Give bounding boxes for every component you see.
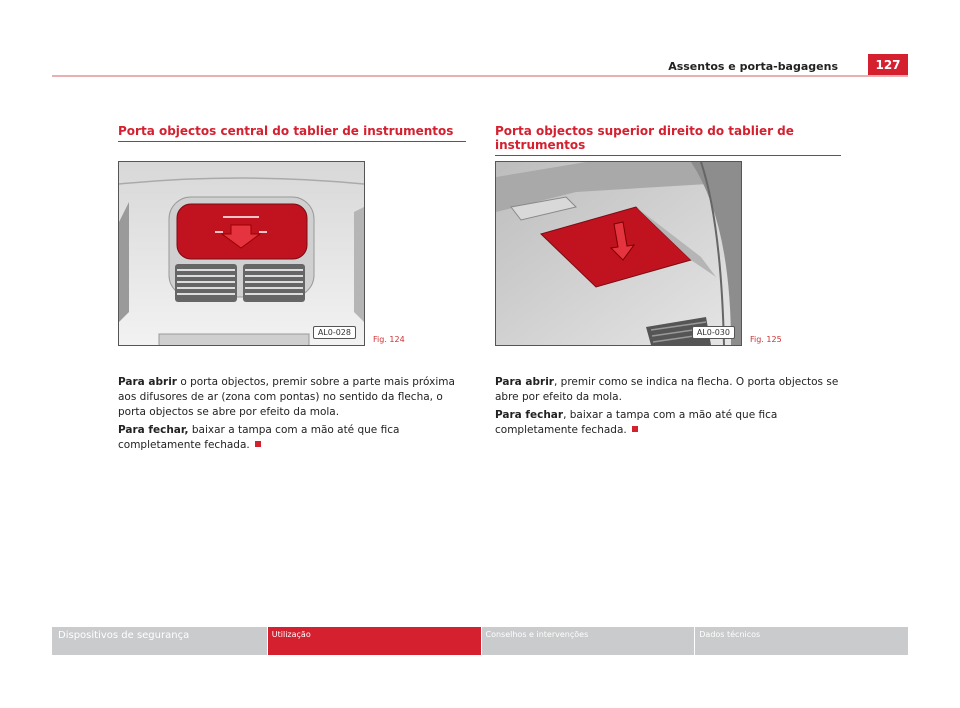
figure-label: Fig. 124 [373,335,405,344]
term-open: Para abrir [495,376,554,388]
term-open: Para abrir [118,376,177,388]
term-close: Para fechar, [118,424,189,436]
header-rule [52,75,908,77]
left-body-text: Para abrir o porta objectos, premir sobre a parte mais próxima aos difusores de ar (zona com pontas) no sentido da flecha, o porta objectos se abre por efeito da mola. Para fechar, baixar a tampa com a mão até que fica completamente fechada. [118,376,455,451]
end-of-section-icon [632,426,638,432]
dashboard-center-illustration [119,162,364,345]
tab-utilizacao[interactable]: Utilização [268,627,482,655]
term-close: Para fechar [495,409,564,421]
tab-conselhos-intervencoes[interactable]: Conselhos e intervenções [482,627,696,655]
page-number: 127 [868,54,908,76]
figure-code: AL0-028 [313,326,356,339]
figure-124 [118,161,365,346]
dashboard-right-illustration [496,162,741,345]
left-section-title: Porta objectos central do tablier de instrumentos [118,124,466,142]
figure-125 [495,161,742,346]
right-section-title: Porta objectos superior direito do tablier de instrumentos [495,124,841,156]
end-of-section-icon [255,441,261,447]
tab-dados-tecnicos[interactable]: Dados técnicos [695,627,908,655]
chapter-nav [52,627,908,655]
running-header: Assentos e porta-bagagens [668,60,838,73]
right-body-text: Para abrir, premir como se indica na flecha. O porta objectos se abre por efeito da mola. Para fechar, baixar a tampa com a mão até que fica completamente fechada. [495,376,839,436]
tab-dispositivos-seguranca[interactable]: Dispositivos de segurança [52,627,268,655]
figure-label: Fig. 125 [750,335,782,344]
figure-code: AL0-030 [692,326,735,339]
